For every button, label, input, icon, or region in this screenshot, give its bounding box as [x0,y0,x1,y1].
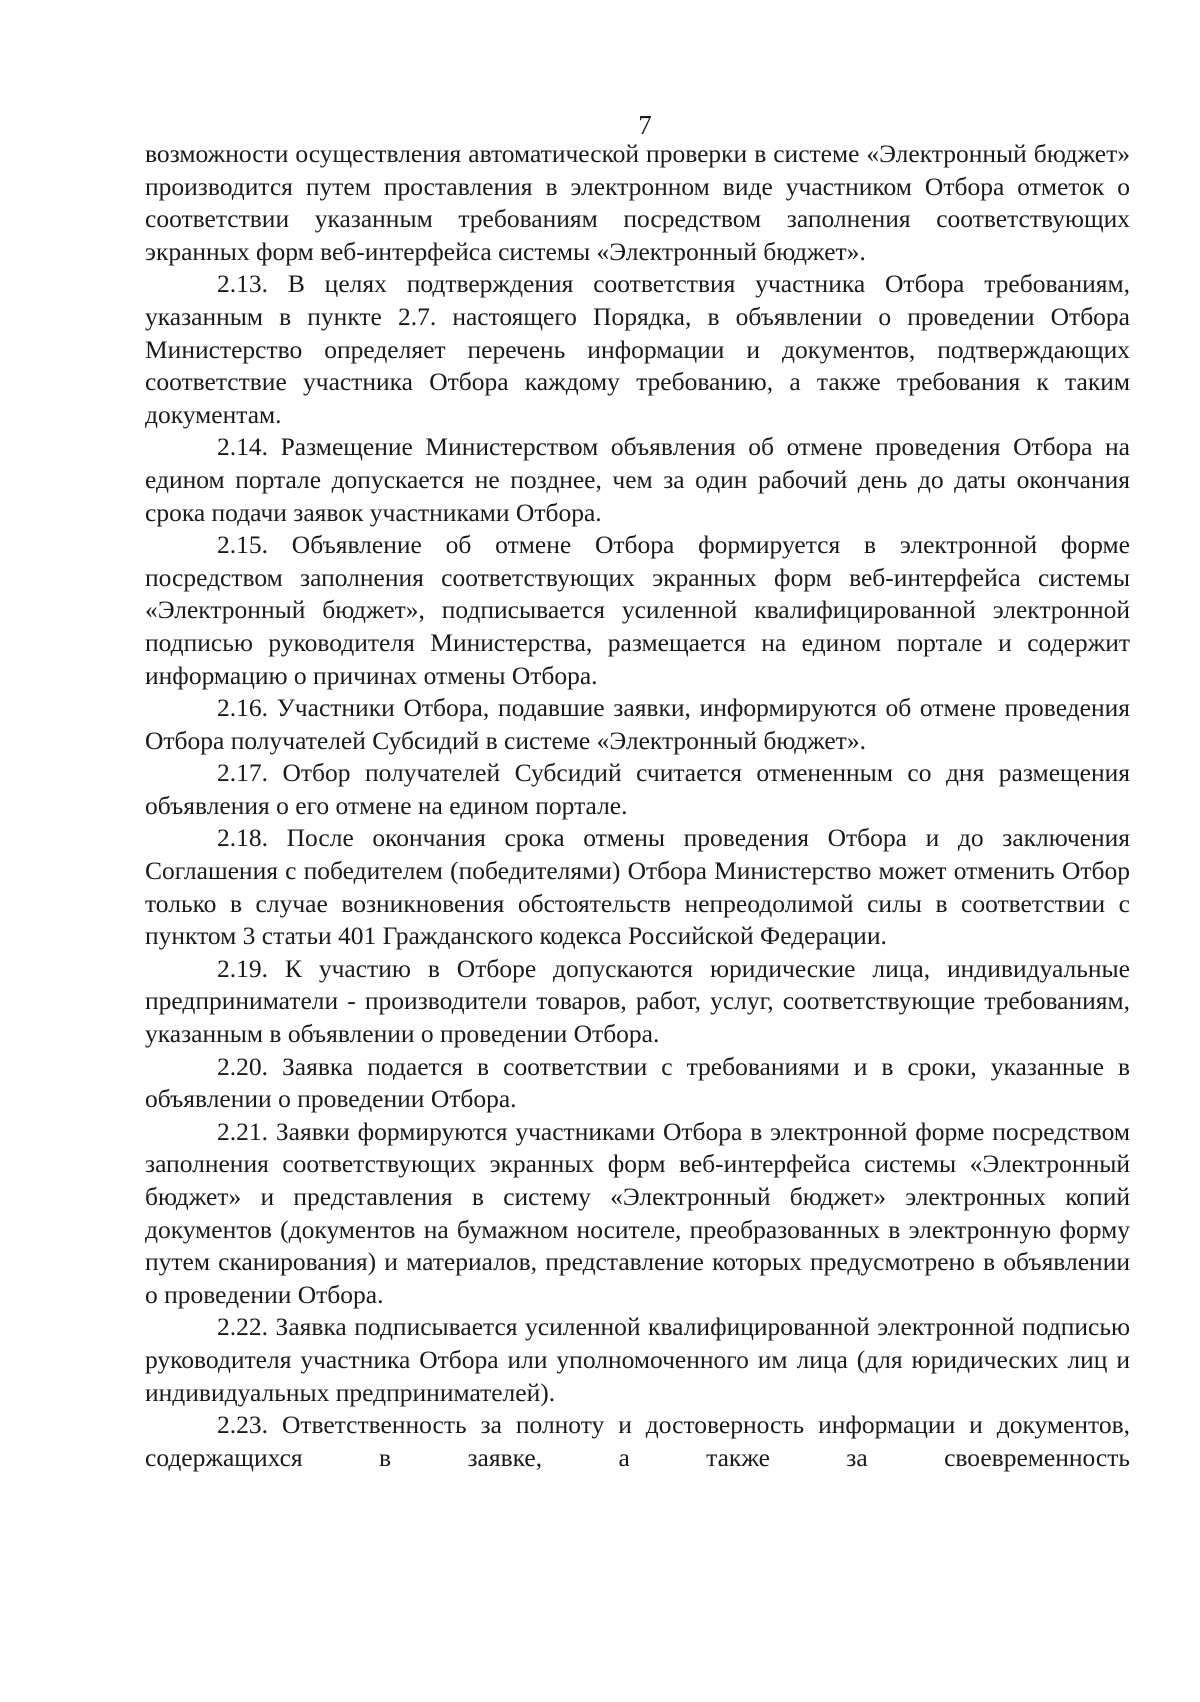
paragraph-2-14: 2.14. Размещение Министерством объявления об отмене проведения Отбора на едином портале допускается не позднее, чем за один рабочий день до даты окончания срока подачи заявок участниками Отбора. [145,432,1130,527]
page-number: 7 [638,110,652,140]
paragraph-2-23: 2.23. Ответственность за полноту и достоверность информации и документов, содержащихся в заявке, а также за своевременность [145,1410,1130,1472]
paragraph-2-17: 2.17. Отбор получателей Субсидий считается отмененным со дня размещения объявления о его отмене на едином портале. [145,758,1130,820]
paragraph-2-22: 2.22. Заявка подписывается усиленной квалифицированной электронной подписью руководителя участника Отбора или уполномоченного им лица (для юридических лиц и индивидуальных предпринимателей). [145,1312,1130,1407]
paragraph-2-15: 2.15. Объявление об отмене Отбора формируется в электронной форме посредством заполнения соответствующих экранных форм веб-интерфейса системы «Электронный бюджет», подписывается усиленной квалифицированной электронной подписью руководителя Министерства, размещается на едином портале и содержит информацию о причинах отмены Отбора. [145,530,1130,690]
paragraph-2-19: 2.19. К участию в Отборе допускаются юридические лица, индивидуальные предприниматели - производители товаров, работ, услуг, соответствующие требованиям, указанным в объявлении о проведении Отбора. [145,953,1130,1049]
document-body [145,138,1130,1474]
paragraph-continuation: возможности осуществления автоматической проверки в системе «Электронный бюджет» производится путем проставления в электронном виде участником Отбора отметок о соответствии указанным требованиям посредством заполнения соответствующих экранных форм веб-интерфейса системы «Электронный бюджет». [145,139,1130,266]
paragraph-2-20: 2.20. Заявка подается в соответствии с требованиями и в сроки, указанные в объявлении о проведении Отбора. [145,1051,1130,1114]
paragraph-2-18: 2.18. После окончания срока отмены проведения Отбора и до заключения Соглашения с победителем (победителями) Отбора Министерство может отменить Отбор только в случае возникновения обстоятельств непреодолимой силы в соответствии с пунктом 3 статьи 401 Гражданского кодекса Российской Федерации. [145,823,1130,951]
paragraph-2-21: 2.21. Заявки формируются участниками Отбора в электронной форме посредством заполнения соответствующих экранных форм веб-интерфейса системы «Электронный бюджет» и представления в систему «Электронный бюджет» электронных копий документов (документов на бумажном носителе, преобразованных в электронную форму путем сканирования) и материалов, представление которых предусмотрено в объявлении о проведении Отбора. [145,1116,1130,1309]
paragraph-2-16: 2.16. Участники Отбора, подавшие заявки, информируются об отмене проведения Отбора получателей Субсидий в системе «Электронный бюджет». [145,693,1130,755]
paragraph-2-13: 2.13. В целях подтверждения соответствия участника Отбора требованиям, указанным в пункте 2.7. настоящего Порядка, в объявлении о проведении Отбора Министерство определяет перечень информации и документов, подтверждающих соответствие участника Отбора каждому требованию, а также требования к таким документам. [145,269,1130,429]
